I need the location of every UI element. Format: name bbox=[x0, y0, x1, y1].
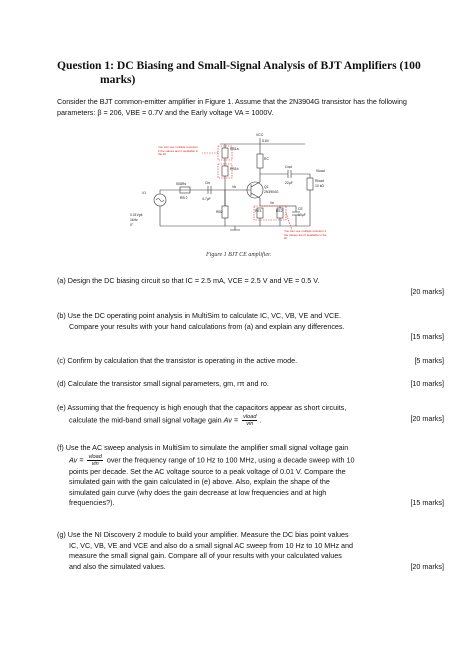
fraction-denominator: vin bbox=[246, 420, 254, 427]
circuit-diagram bbox=[120, 126, 360, 252]
fraction-numerator: vload bbox=[88, 453, 102, 460]
question-e-gain-fraction bbox=[242, 414, 257, 427]
question-f-text-3: points per decade. Set the AC voltage source to a peak voltage of 0.01 V. Compare the bbox=[69, 466, 346, 476]
question-c bbox=[57, 356, 444, 367]
question-b-text-2: Compare your results with your hand calculations from (a) and explain any differences. bbox=[69, 321, 345, 331]
vcc-label: VCC bbox=[256, 133, 264, 137]
question-f-text-6: frequencies?). bbox=[69, 498, 115, 508]
rs-label: Rs bbox=[182, 182, 187, 186]
question-c-text: (c) Confirm by calculation that the transistor is operating in the active mode. bbox=[57, 356, 298, 365]
question-a-marks: [20 marks] bbox=[410, 286, 444, 296]
fraction-numerator: vload bbox=[243, 413, 257, 420]
rc-label: RC bbox=[264, 157, 269, 161]
v1-label: V1 bbox=[142, 191, 147, 195]
question-f-text-4: simulated gain with the gain calculated in (e) above. Also, explain the shape of the bbox=[69, 477, 330, 487]
question-d-marks: [10 marks] bbox=[410, 379, 444, 388]
question-d-text: (d) Calculate the transistor small signal parameters, gm, rπ and ro. bbox=[57, 379, 269, 388]
question-g-text-3: measure the small signal gain. Compare all of your results with your calculated values bbox=[69, 551, 342, 561]
red-note-1: You can use multiple resistors if the values aren't available in the kit bbox=[158, 146, 199, 157]
ve-label: Ve bbox=[270, 201, 274, 205]
question-f bbox=[57, 443, 444, 509]
question-e-gain-lhs: Av = bbox=[223, 415, 239, 424]
vb-label: Vb bbox=[232, 185, 237, 189]
question-c-marks: [5 marks] bbox=[414, 356, 444, 365]
question-a-text: (a) Design the DC biasing circuit so that IC = 2.5 mA, VCE = 2.5 V and VE = 0.5 V. bbox=[57, 276, 320, 285]
question-f-gain-fraction bbox=[87, 454, 102, 467]
question-title bbox=[57, 59, 437, 87]
question-g-text-2: IC, VC, VB, VE and VCE and also do a small signal AC sweep from 10 Hz to 10 MHz and bbox=[69, 540, 354, 550]
question-e-text-2: calculate the mid-band small signal voltage gain bbox=[69, 415, 222, 424]
question-g-text-4: and also the simulated values. bbox=[69, 561, 166, 571]
question-f-gain-lhs: Av = bbox=[69, 455, 84, 464]
question-b-marks: [15 marks] bbox=[410, 332, 444, 342]
rb-value: RB 2 bbox=[180, 196, 188, 200]
vload-label: Vload bbox=[316, 169, 325, 173]
title-line-1: Question 1: DC Biasing and Small-Signal Analysis of BJT Amplifiers (100 bbox=[57, 59, 421, 72]
q1-label: Q1 bbox=[264, 185, 269, 189]
rs-value: 50Ω bbox=[176, 182, 183, 186]
question-g-marks: [20 marks] bbox=[410, 561, 444, 571]
cout-label: Cout bbox=[285, 165, 293, 169]
title-line-2: marks) bbox=[100, 73, 136, 86]
cin-label: Cin bbox=[205, 181, 211, 185]
question-b bbox=[57, 311, 444, 343]
intro-paragraph: Consider the BJT common-emitter amplifier in Figure 1. Assume that the 2N3904G transistor has the following parameters: β = 206, VBE = 0.7V and the Early voltage VA = 1000V. bbox=[57, 97, 407, 117]
question-e-text: (e) Assuming that the frequency is high enough that the capacitors appear as short circuits, bbox=[57, 403, 347, 412]
question-f-text-5: simulated gain curve (why does the gain decrease at low frequencies and at high bbox=[69, 487, 327, 497]
red-note-2: You can use multiple resistors if the values aren't available in the kit bbox=[284, 230, 327, 241]
rload-value: 10 kΩ bbox=[315, 184, 324, 188]
re1-label: RE1 bbox=[255, 209, 262, 213]
vcc-value: 5.6V bbox=[262, 139, 269, 143]
rb1a-label: RB1a bbox=[230, 147, 239, 151]
v1-freq: 1kHz bbox=[130, 218, 138, 222]
question-e: (e) Assuming that the frequency is high enough that the capacitors appear as short circuits, calculate the mid-band small signal voltage gain Av = $\frac{\text{vload}}{\text{vin}}$ . [20 marks] bbox=[57, 403, 444, 427]
figure-caption: Figure 1 BJT CE amplifier. bbox=[206, 252, 272, 258]
question-g-text: (g) Use the NI Discovery 2 module to build your amplifier. Measure the DC bias point values bbox=[57, 530, 349, 539]
question-a bbox=[57, 276, 444, 297]
cout-value: 22µF bbox=[285, 181, 293, 185]
question-b-text: (b) Use the DC operating point analysis in MultiSim to calculate IC, VC, VB, VE and VCE. bbox=[57, 311, 342, 320]
cin-value: 4.7µF bbox=[202, 197, 211, 201]
rb2-label: RB2 bbox=[216, 210, 223, 214]
question-f-marks: [15 marks] bbox=[410, 498, 444, 508]
fraction-denominator: vin bbox=[91, 460, 99, 467]
question-d bbox=[57, 379, 444, 390]
rload-label: Rload bbox=[315, 179, 324, 183]
question-g bbox=[57, 530, 444, 572]
question-f-text: (f) Use the AC sweep analysis in MultiSim to simulate the amplifier small signal voltage gain bbox=[57, 443, 349, 452]
ce-label: CE bbox=[298, 207, 303, 211]
v1-phase: 0° bbox=[130, 223, 134, 227]
ce-value: 10µF bbox=[298, 213, 306, 217]
question-f-text-2: over the frequency range of 10 Hz to 100 MHz, using a decade sweep with 10 bbox=[106, 455, 355, 464]
question-e-marks: [20 marks] bbox=[410, 413, 444, 423]
re2-label: RE2 bbox=[276, 209, 283, 213]
v1-value: 0.01Vpk bbox=[130, 213, 143, 217]
q1-part: 2N3904G bbox=[264, 190, 279, 194]
rb1b-label: RB1b bbox=[230, 167, 239, 171]
